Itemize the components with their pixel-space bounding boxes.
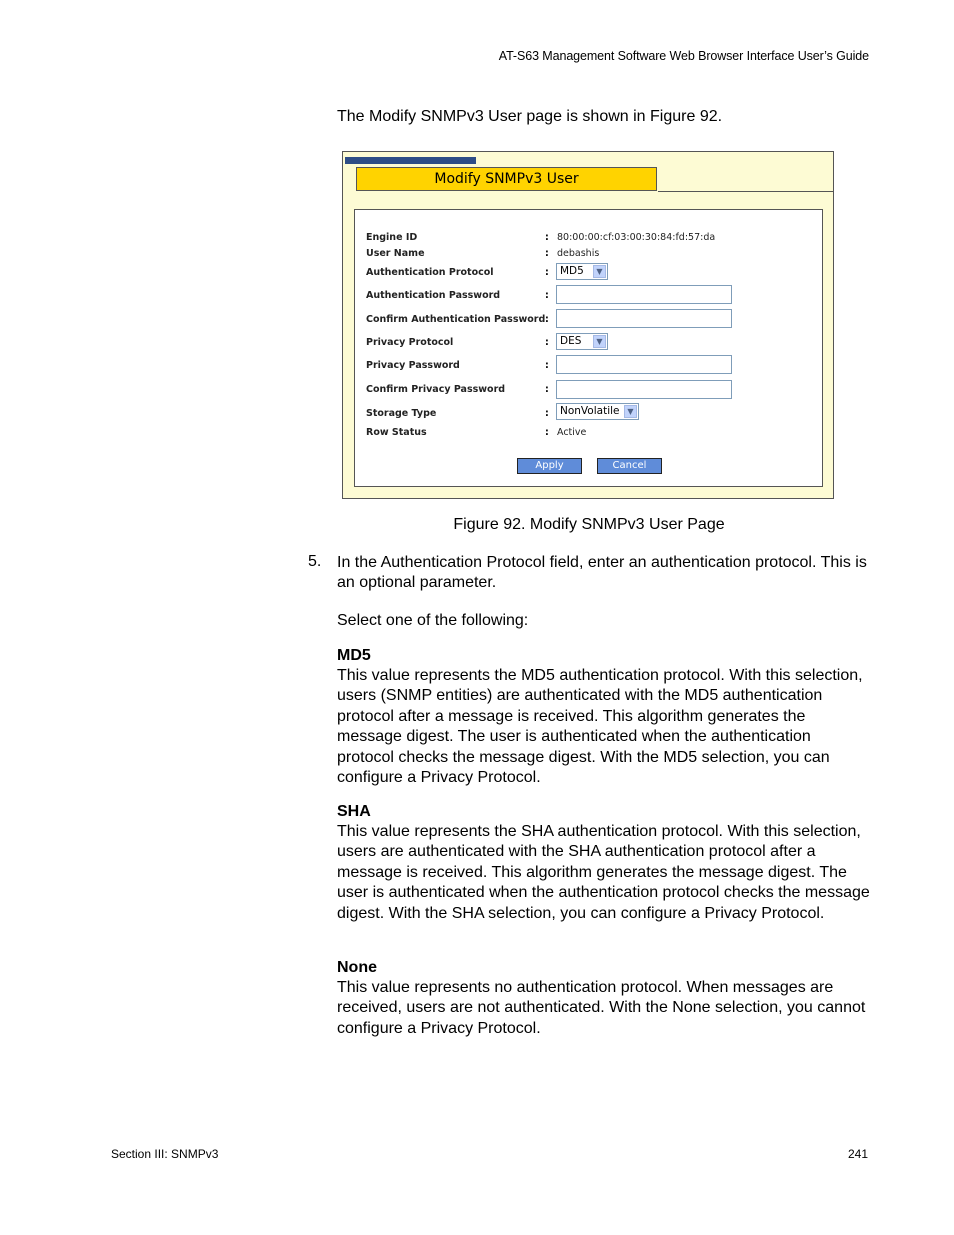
select-intro: Select one of the following: (337, 612, 529, 629)
figure-modify-snmpv3-user (342, 151, 834, 499)
row-status-colon: : (545, 427, 549, 438)
auth-password-colon: : (545, 290, 549, 301)
auth-password-label: Authentication Password (366, 290, 501, 301)
confirm-privacy-password-input[interactable] (556, 380, 732, 399)
chevron-down-icon: ▼ (593, 265, 606, 278)
option-desc-md5: This value represents the MD5 authentication protocol. With this selection, users (SNMP entities) are authenticated with the MD5 authentication protocol after a message is received. This algorithm generates the message digest. The user is authenticated when the authentication protocol checks the message digest. With the MD5 selection, you can configure a Privacy Protocol. (337, 667, 863, 787)
privacy-protocol-colon: : (545, 337, 549, 348)
row-status-label: Row Status (366, 427, 427, 438)
confirm-privacy-password-colon: : (545, 384, 549, 395)
figure-tab-strip (345, 157, 476, 164)
storage-type-select[interactable] (556, 403, 639, 420)
figure-form-panel (354, 209, 823, 487)
option-term-none: None (337, 959, 377, 976)
chevron-down-icon: ▼ (624, 405, 637, 418)
footer-section: Section III: SNMPv3 (111, 1147, 219, 1161)
confirm-auth-password-input[interactable] (556, 309, 732, 328)
engine-id-label: Engine ID (366, 232, 418, 243)
engine-id-value: 80:00:00:cf:03:00:30:84:fd:57:da (557, 232, 716, 243)
auth-protocol-colon: : (545, 267, 549, 278)
engine-id-colon: : (545, 232, 549, 243)
privacy-password-label: Privacy Password (366, 360, 460, 371)
privacy-protocol-selected: DES (560, 335, 582, 347)
auth-password-input[interactable] (556, 285, 732, 304)
confirm-auth-password-colon: : (545, 314, 549, 325)
row-status-value: Active (557, 427, 587, 438)
figure-page-title: Modify SNMPv3 User (356, 167, 657, 191)
step-text: In the Authentication Protocol field, enter an authentication protocol. This is an optional parameter. (337, 554, 867, 592)
privacy-protocol-select[interactable] (556, 333, 608, 350)
auth-protocol-label: Authentication Protocol (366, 267, 494, 278)
auth-protocol-select[interactable] (556, 263, 608, 280)
apply-button[interactable]: Apply (517, 458, 582, 474)
figure-title-rule (658, 191, 833, 192)
running-header: AT-S63 Management Software Web Browser Interface User’s Guide (498, 49, 869, 63)
user-name-colon: : (545, 248, 549, 259)
confirm-auth-password-label: Confirm Authentication Password (366, 314, 546, 325)
privacy-password-colon: : (545, 360, 549, 371)
footer-page-number: 241 (847, 1147, 868, 1161)
option-desc-sha: This value represents the SHA authentication protocol. With this selection, users are authenticated with the SHA authentication protocol after a message is received. This algorithm generates the message digest. The user is authenticated when the authentication protocol checks the message digest. With the SHA selection, you can configure a Privacy Protocol. (337, 823, 870, 922)
intro-paragraph: The Modify SNMPv3 User page is shown in Figure 92. (337, 108, 723, 125)
option-desc-none: This value represents no authentication protocol. When messages are received, users are not authenticated. With the None selection, you cannot configure a Privacy Protocol. (337, 979, 866, 1037)
user-name-value: debashis (557, 248, 600, 259)
user-name-label: User Name (366, 248, 425, 259)
step-number: 5. (308, 553, 322, 570)
storage-type-selected: NonVolatile (560, 405, 620, 417)
chevron-down-icon: ▼ (593, 335, 606, 348)
storage-type-label: Storage Type (366, 408, 437, 419)
confirm-privacy-password-label: Confirm Privacy Password (366, 384, 506, 395)
privacy-password-input[interactable] (556, 355, 732, 374)
storage-type-colon: : (545, 408, 549, 419)
privacy-protocol-label: Privacy Protocol (366, 337, 454, 348)
cancel-button[interactable]: Cancel (597, 458, 662, 474)
auth-protocol-selected: MD5 (560, 265, 584, 277)
figure-caption: Figure 92. Modify SNMPv3 User Page (453, 516, 725, 533)
option-term-sha: SHA (337, 803, 371, 820)
option-term-md5: MD5 (337, 647, 371, 664)
